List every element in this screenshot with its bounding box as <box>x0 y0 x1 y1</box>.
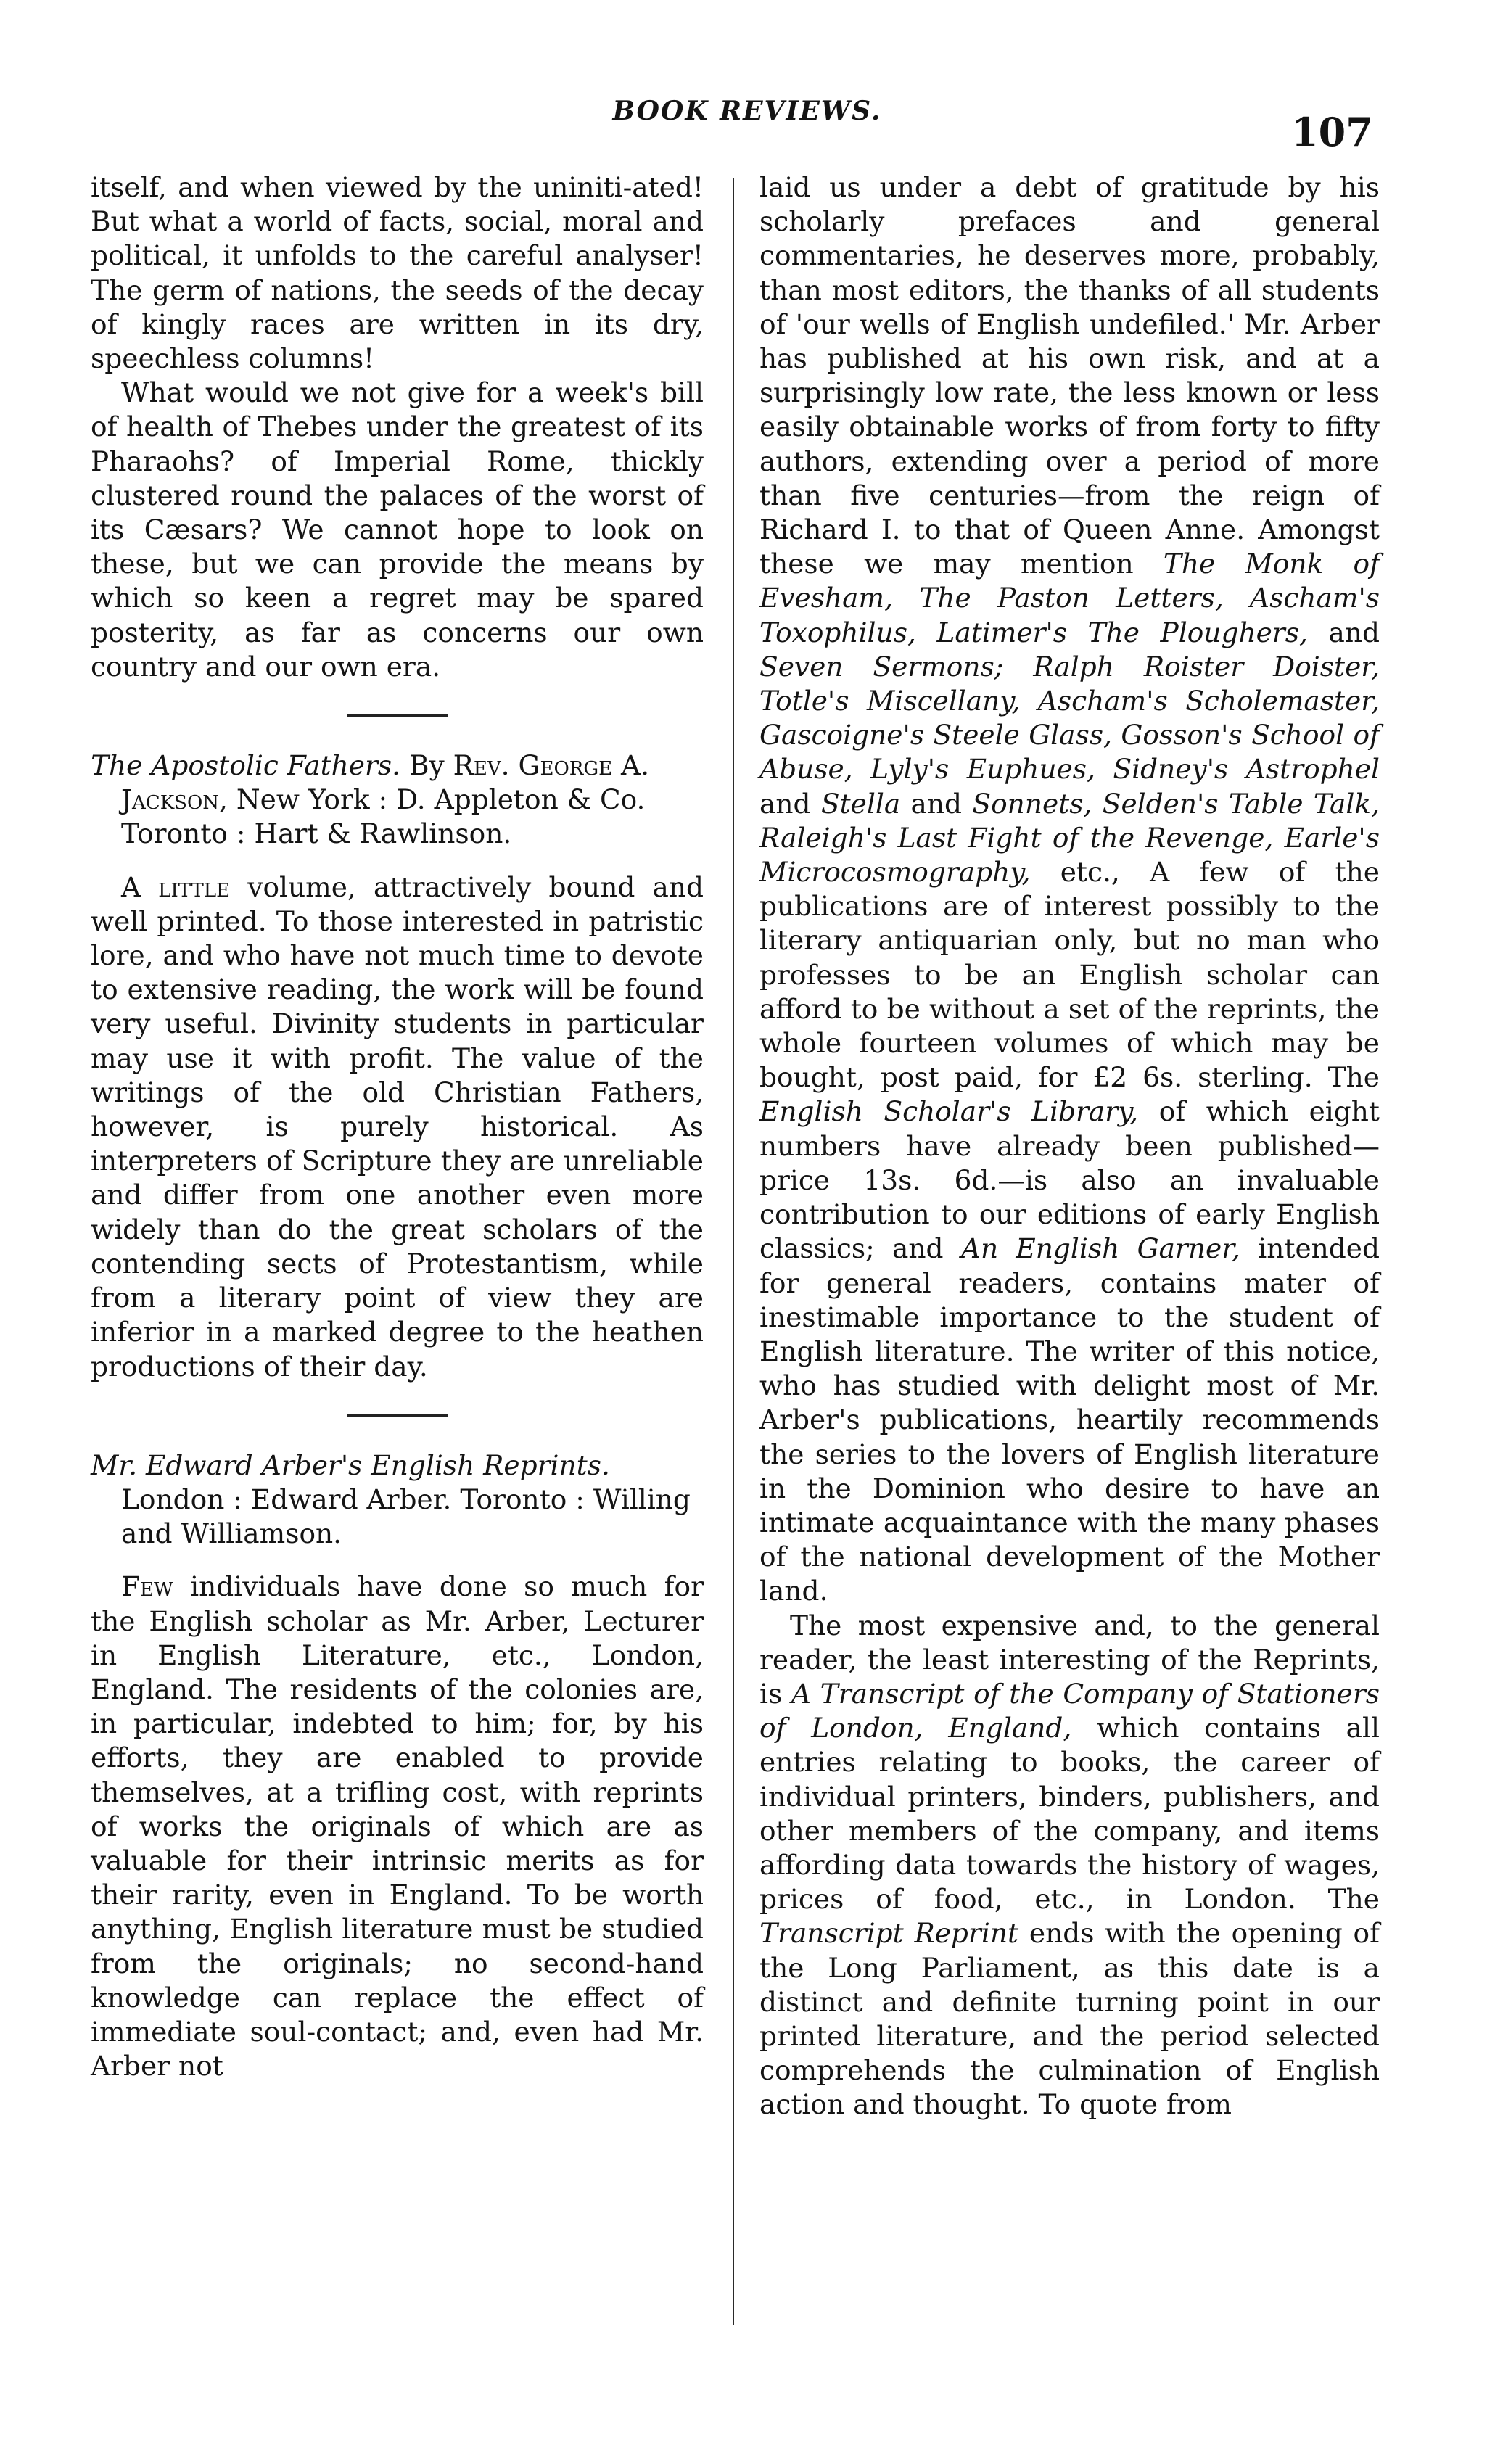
text-run: etc., A few of the publications are of interest possibly to the literary antiquarian only, but no man who professes to be an English scholar can afford to be without a set of the reprints, the whole fourteen volumes of which may be bought, post paid, for £2 6s. sterling. The <box>759 856 1380 1094</box>
review-heading-english-reprints <box>91 1449 704 1552</box>
review-heading-apostolic-fathers <box>91 749 704 852</box>
book-publisher: , New York : D. Appleton & Co. Toronto : Hart & Rawlinson. <box>121 783 646 850</box>
review-text: volume, attractively bound and well printed. To those interested in patristic lore, and who have not much time to devote to extensive reading, the work will be found very useful. Divinity students in particular may use it with profit. The value of the writings of the old Christian Fathers, however, is purely historical. As interpreters of Scripture they are unreliable and differ from one another even more widely than do the great scholars of the contending sects of Protestantism, while from a literary point of view they are inferior in a marked degree to the heathen productions of their day. <box>91 870 704 1383</box>
review-lead-words: A little <box>121 870 231 903</box>
continued-paragraph: itself, and when viewed by the uniniti-ated! But what a world of facts, social, moral and political, it unfolds to the careful analyser! The germ of nations, the seeds of the decay of kingly races are written in its dry, speechless columns! <box>91 171 704 375</box>
book-titles: The Monk of Evesham, The Paston Letters, Ascham's Toxophilus, Latimer's The Ploughers, <box>759 548 1380 648</box>
column-divider <box>733 178 734 2325</box>
continued-paragraph <box>759 170 1380 1609</box>
text-run: of which eight numbers have already been published—price 13s. 6d.—is also an invaluable contribution to our editions of early English classics; and <box>759 1095 1380 1265</box>
section-divider <box>347 1414 448 1417</box>
text-run: and <box>1307 616 1380 648</box>
text-run: and <box>759 787 821 820</box>
page-number: 107 <box>1291 109 1373 155</box>
left-column <box>91 170 704 2083</box>
text-run: The most expensive and, to the general reader, the least interesting of the Reprints, is <box>759 1609 1380 1710</box>
book-titles: Transcript Reprint <box>759 1917 1019 1950</box>
paragraph: What would we not give for a week's bill of health of Thebes under the greatest of its Pharaohs? of Imperial Rome, thickly clustered round the palaces of the worst of its Cæsars? We cannot hope to look on these, but we can provide the means by which so keen a regret may be spared posterity, as far as concerns our own country and our own era. <box>91 376 704 683</box>
running-head: BOOK REVIEWS. <box>612 96 882 126</box>
text-run: which contains all entries relating to books, the career of individual printers, binders, publishers, and other members of the company, and items affording data towards the history of wages, prices of food, etc., in London. The <box>759 1712 1380 1916</box>
book-titles: Sonnets, Selden's Table Talk, Raleigh's Last Fight of the Revenge, Earle's Microcosmography, <box>759 787 1380 889</box>
right-column <box>759 170 1380 2122</box>
book-title: Mr. Edward Arber's English Reprints. <box>91 1449 610 1481</box>
book-publisher: London : Edward Arber. Toronto : Willing and Williamson. <box>121 1483 691 1550</box>
review-body <box>91 1570 704 2083</box>
book-author: Rev. George A. Jackson <box>121 749 650 816</box>
review-body <box>91 870 704 1384</box>
book-title: The Apostolic Fathers. <box>91 749 401 782</box>
book-titles: Stella <box>820 787 901 820</box>
book-titles: An English Garner, <box>960 1232 1240 1265</box>
book-titles: A Transcript of the Company of Stationers of London, England, <box>759 1677 1380 1744</box>
by-label: By <box>409 749 445 782</box>
text-run: laid us under a debt of gratitude by his scholarly prefaces and general commentaries, he deserves more, probably, than most editors, the thanks of all students of 'our wells of English undefiled.' Mr. Arber has published at his own risk, and at a surprisingly low rate, the less known or less easily obtainable works of from forty to fifty authors, extending over a period of more than five centuries—from the reign of Richard I. to that of Queen Anne. Amongst these we may mention <box>759 171 1380 580</box>
review-text: individuals have done so much for the English scholar as Mr. Arber, Lecturer in English Literature, etc., London, England. The residents of the colonies are, in particular, indebted to him; for, by his efforts, they are enabled to provide themselves, at a trifling cost, with reprints of works the originals of which are as valuable for their intrinsic merits as for their rarity, even in England. To be worth anything, English literature must be studied from the originals; no second-hand knowledge can replace the effect of immediate soul-contact; and, even had Mr. Arber not <box>91 1570 704 2082</box>
review-lead-words: Few <box>121 1570 173 1603</box>
book-titles: English Scholar's Library, <box>759 1095 1139 1128</box>
text-run: and <box>900 787 973 820</box>
paragraph <box>759 1609 1380 2122</box>
text-run: ends with the opening of the Long Parliament, as this date is a distinct and definite turning point in our printed literature, and the period selected comprehends the culmination of English action and thought. To quote from <box>759 1917 1380 2121</box>
section-divider <box>347 714 448 717</box>
text-run: intended for general readers, contains mater of inestimable importance to the student of English literature. The writer of this notice, who has studied with delight most of Mr. Arber's publications, heartily recommends the series to the lovers of English literature in the Dominion who desire to have an intimate acquaintance with the many phases of the national development of the Mother land. <box>759 1232 1380 1607</box>
book-titles: Seven Sermons; Ralph Roister Doister, Totle's Miscellany, Ascham's Scholemaster, Gascoigne's Steele Glass, Gosson's School of Abuse, Lyly's Euphues, Sidney's Astrophel <box>759 650 1380 786</box>
